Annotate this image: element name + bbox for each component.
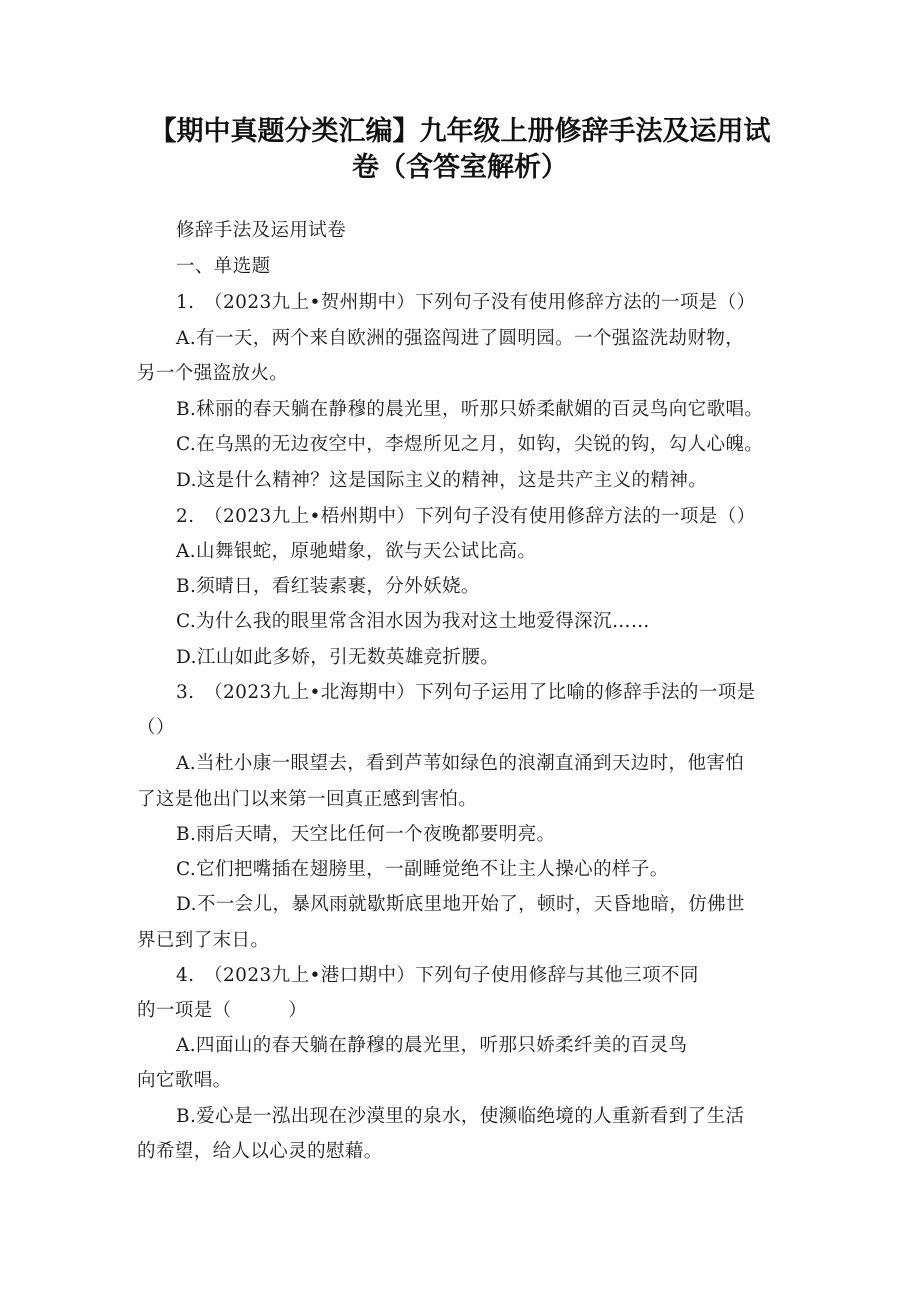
question-3-option-a-continued: 了这是他出门以来第一回真正感到害怕。	[137, 789, 478, 810]
question-2-stem: 2. （2023九上•梧州期中）下列句子没有使用修辞方法的一项是（）	[176, 506, 756, 527]
document-title-line-2: 卷（含答室解析）	[352, 152, 568, 183]
document-subtitle: 修辞手法及运用试卷	[176, 220, 347, 241]
question-2-option-a: A.山舞银蛇，原驰蜡象，欲与天公试比高。	[176, 541, 537, 562]
question-4-option-b: B.爱心是一泓出现在沙漠里的泉水，使濒临绝境的人重新看到了生活	[176, 1106, 745, 1127]
question-4-option-a: A.四面山的春天躺在静穆的晨光里，听那只娇柔纤美的百灵鸟	[176, 1035, 688, 1056]
question-1-option-c: C.在乌黑的无边夜空中，李煜所见之月，如钩，尖锐的钩，勾人心魄。	[176, 434, 764, 455]
question-1-option-d: D.这是什么精神？这是国际主义的精神，这是共产主义的精神。	[176, 470, 708, 491]
question-3-option-d-continued: 界已到了末日。	[137, 930, 270, 951]
question-3-option-a: A.当杜小康一眼望去，看到芦苇如绿色的浪潮直涌到天边时，他害怕	[176, 753, 745, 774]
question-1-option-b: B.秫丽的春天躺在静穆的晨光里，听那只娇柔献媚的百灵鸟向它歌唱。	[176, 399, 764, 420]
question-3-stem-continued: （）	[137, 717, 175, 738]
question-4-option-b-continued: 的希望，给人以心灵的慰藉。	[137, 1141, 383, 1162]
question-2-option-d: D.江山如此多娇，引无数英雄竞折腰。	[176, 647, 500, 668]
document-title-line-1: 【期中真题分类汇编】九年级上册修辞手法及运用试	[149, 116, 771, 147]
question-3-option-b: B.雨后天晴，天空比任何一个夜晚都要明亮。	[176, 824, 556, 845]
question-1-stem: 1. （2023九上•贺州期中）下列句子没有使用修辞方法的一项是（）	[176, 292, 756, 313]
question-3-stem: 3. （2023九上•北海期中）下列句子运用了比喻的修辞手法的一项是	[176, 682, 756, 703]
question-4-stem-continued: 的一项是（ ）	[137, 1000, 308, 1021]
question-1-option-a-continued: 另一个强盗放火。	[137, 363, 289, 384]
question-3-option-c: C.它们把嘴插在翅膀里，一副睡觉绝不让主人操心的样子。	[176, 859, 669, 880]
section-heading: 一、单选题	[176, 256, 271, 277]
question-4-stem: 4. （2023九上•港口期中）下列句子使用修辞与其他三项不同	[176, 965, 699, 986]
question-2-option-c: C.为什么我的眼里常含泪水因为我对这土地爱得深沉……	[176, 611, 650, 632]
question-3-option-d: D.不一会儿，暴风雨就歇斯底里地开始了，顿时，天昏地暗，仿佛世	[176, 894, 745, 915]
question-1-option-a: A.有一天，两个来自欧洲的强盗闯进了圆明园。一个强盗洗劫财物，	[176, 328, 745, 349]
question-4-option-a-continued: 向它歌唱。	[137, 1070, 232, 1091]
question-2-option-b: B.须晴日，看红装素裹，分外妖娆。	[176, 576, 480, 597]
